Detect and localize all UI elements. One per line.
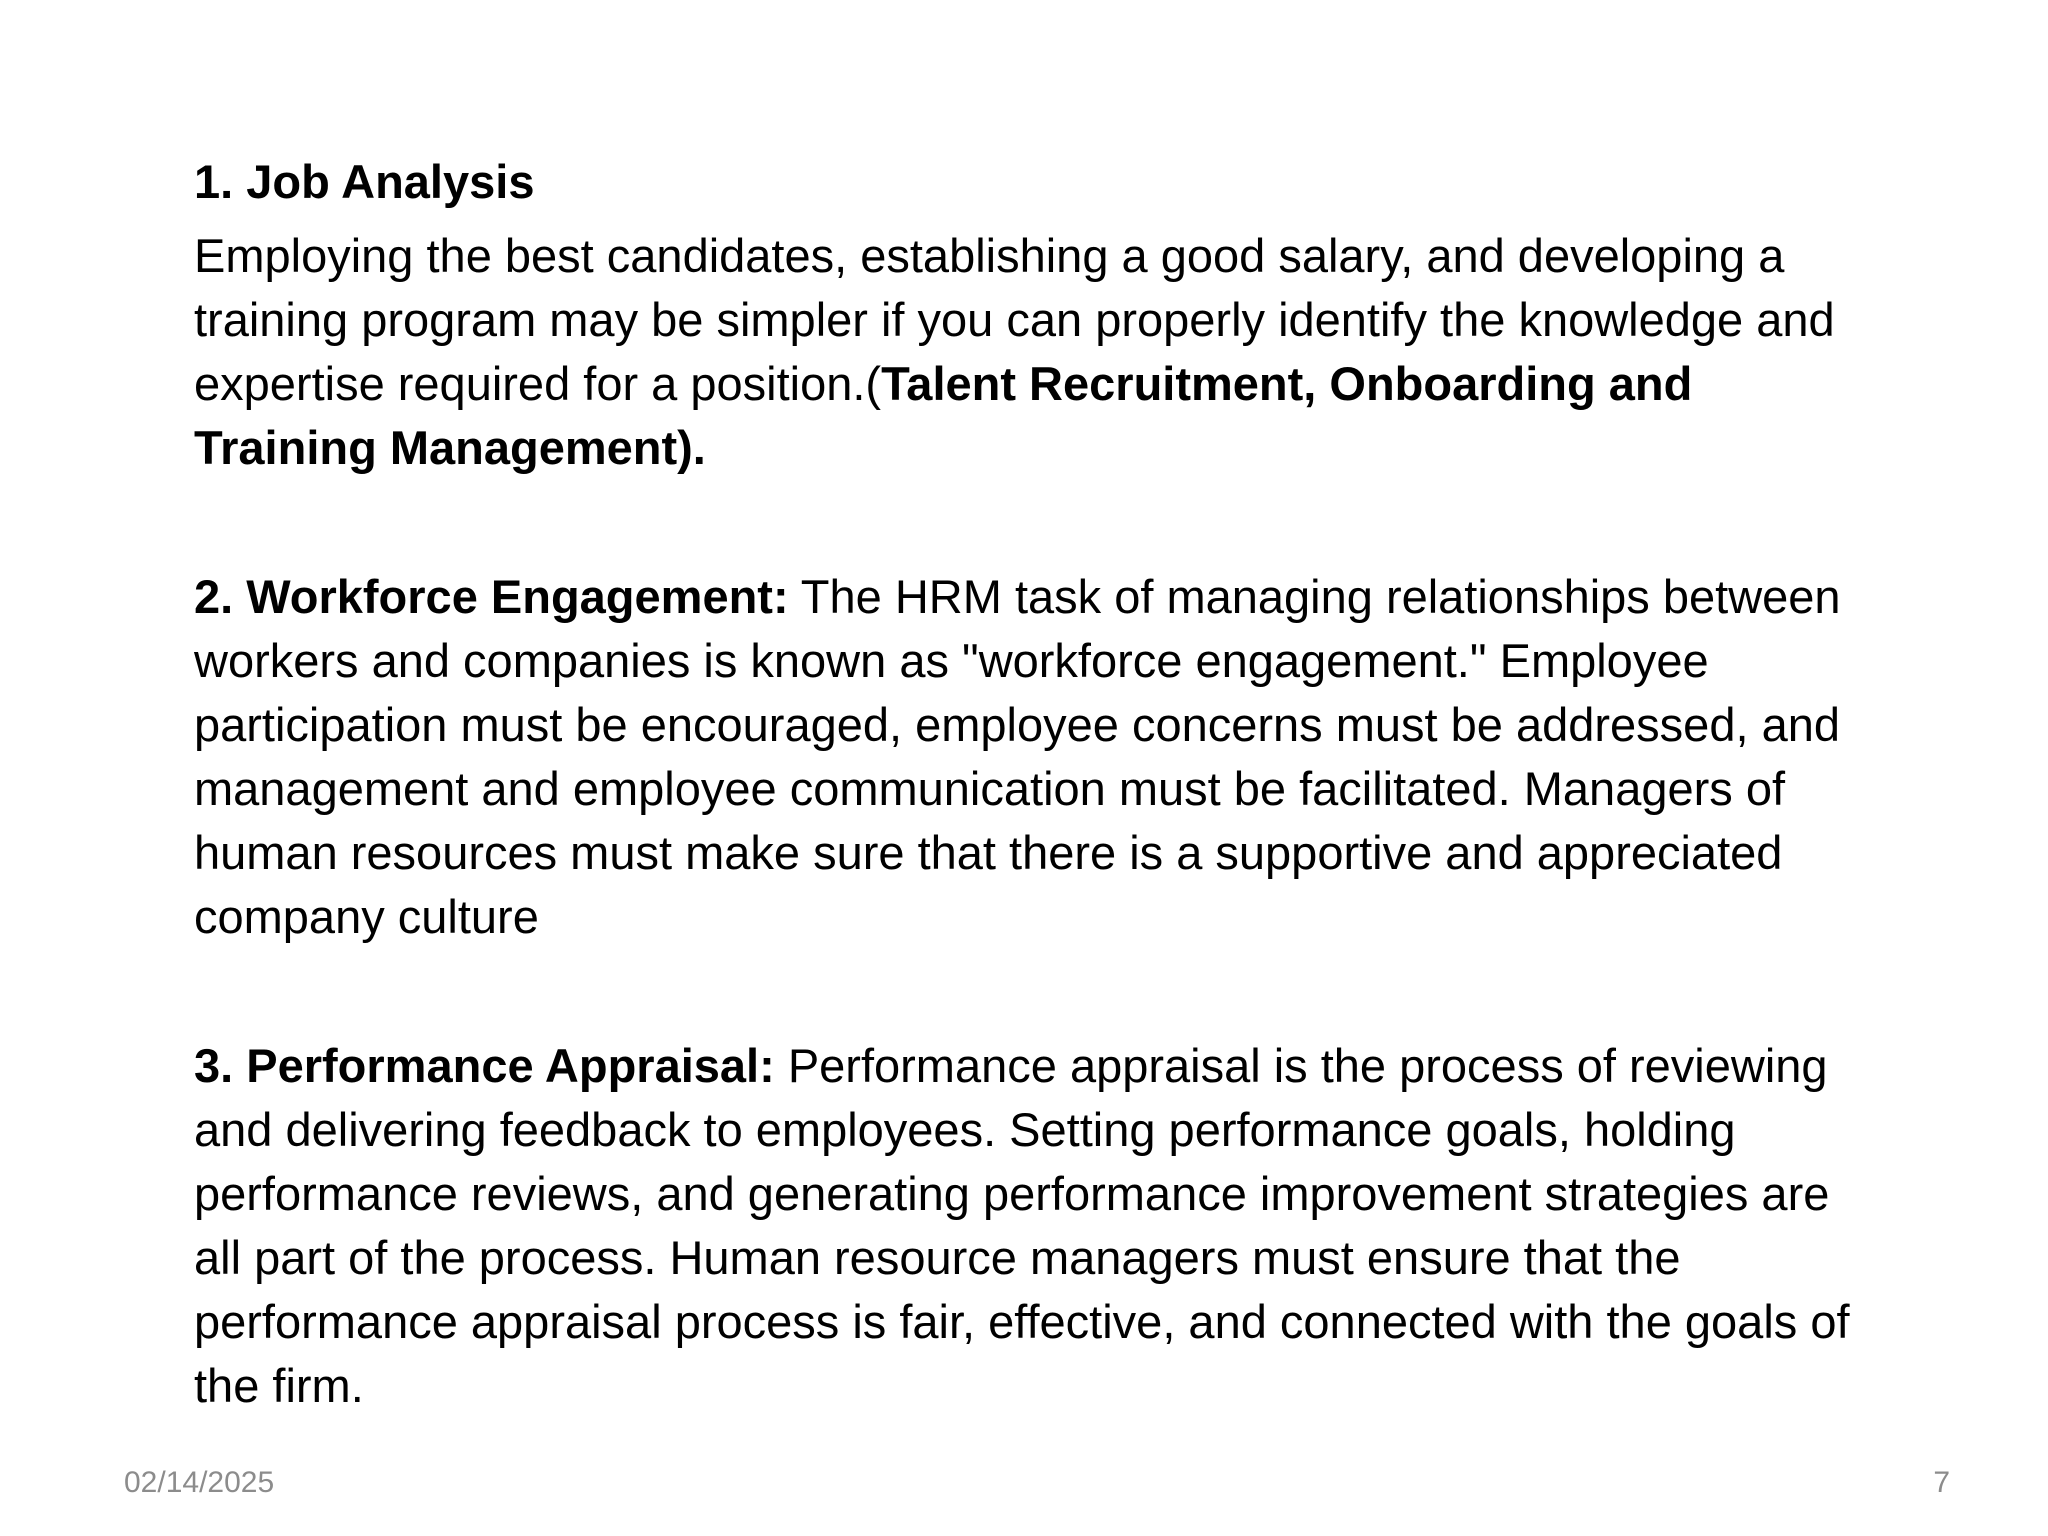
- section-performance-appraisal: [194, 1034, 1884, 1418]
- section-heading-job-analysis: 1. Job Analysis: [194, 155, 535, 208]
- section-heading-workforce-engagement: 2. Workforce Engagement:: [194, 570, 789, 623]
- slide-number: 7: [1933, 1466, 1950, 1499]
- section-workforce-engagement: [194, 565, 1884, 949]
- slide-content: [194, 150, 1884, 1418]
- section-body-performance-appraisal: Performance appraisal is the process of reviewing and delivering feedback to employees. Setting performance goals, holding performance reviews, and generating performance improvement strategies are all part of the process. Human resource managers must ensure that the performance appraisal process is fair, effective, and connected with the goals of the firm.: [194, 1039, 1850, 1412]
- section-body-text: Employing the best candidates, establishing a good salary, and developing a training program may be simpler if you can properly identify the knowledge and expertise required for a position.(: [194, 229, 1835, 410]
- section-body-bold-text: Talent Recruitment, Onboarding and Training Management).: [194, 357, 1693, 474]
- spacer: [194, 480, 1884, 565]
- section-body-workforce-engagement: The HRM task of managing relationships between workers and companies is known as "workforce engagement." Employee participation must be encouraged, employee concerns must be addressed, and management and employee communication must be facilitated. Managers of human resources must make sure that there is a supportive and appreciated company culture: [194, 570, 1841, 943]
- section-body-job-analysis: [194, 224, 1884, 480]
- section-heading-performance-appraisal: 3. Performance Appraisal:: [194, 1039, 775, 1092]
- spacer: [194, 949, 1884, 1034]
- footer-date: 02/14/2025: [124, 1466, 275, 1499]
